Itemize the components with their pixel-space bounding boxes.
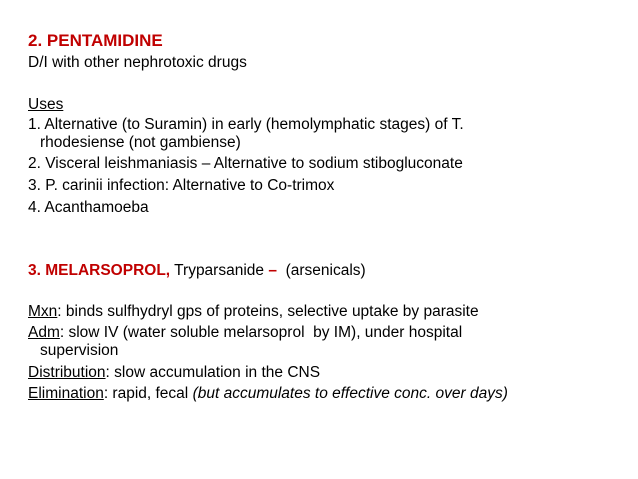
elimination-italic-note: (but accumulates to effective conc. over days) [192, 385, 508, 402]
adm-row-continued: supervision [40, 342, 119, 359]
pentamidine-subtitle: D/I with other nephrotoxic drugs [28, 54, 247, 71]
distribution-text: : slow accumulation in the CNS [105, 364, 321, 381]
distribution-label: Distribution [28, 364, 106, 381]
elimination-label: Elimination [28, 385, 104, 402]
distribution-row [28, 364, 320, 382]
melarsoprol-heading-tail: (arsenicals) [276, 262, 366, 279]
melarsoprol-heading-bold: 3. MELARSOPROL, [28, 262, 171, 279]
elimination-text: : rapid, fecal [103, 385, 193, 402]
mxn-row [28, 303, 479, 321]
use-item-4: 4. Acanthamoeba [28, 199, 149, 216]
melarsoprol-heading-rest: Tryparsanide [170, 262, 269, 279]
melarsoprol-heading [28, 262, 366, 280]
use-item-1-continued: rhodesiense (not gambiense) [40, 134, 241, 151]
uses-label: Uses [28, 96, 64, 113]
use-item-1: 1. Alternative (to Suramin) in early (hemolymphatic stages) of T. [28, 116, 464, 133]
use-item-2: 2. Visceral leishmaniasis – Alternative to sodium stibogluconate [28, 155, 463, 172]
melarsoprol-heading-dash: – [268, 262, 277, 279]
elimination-row [28, 385, 508, 403]
mxn-text: : binds sulfhydryl gps of proteins, selective uptake by parasite [57, 303, 479, 320]
use-item-3: 3. P. carinii infection: Alternative to Co-trimox [28, 177, 335, 194]
adm-row [28, 324, 462, 342]
mxn-label: Mxn [28, 303, 58, 320]
adm-label: Adm [28, 324, 60, 341]
adm-text: : slow IV (water soluble melarsoprol by IM), under hospital [59, 324, 463, 341]
pentamidine-heading: 2. PENTAMIDINE [28, 31, 163, 50]
